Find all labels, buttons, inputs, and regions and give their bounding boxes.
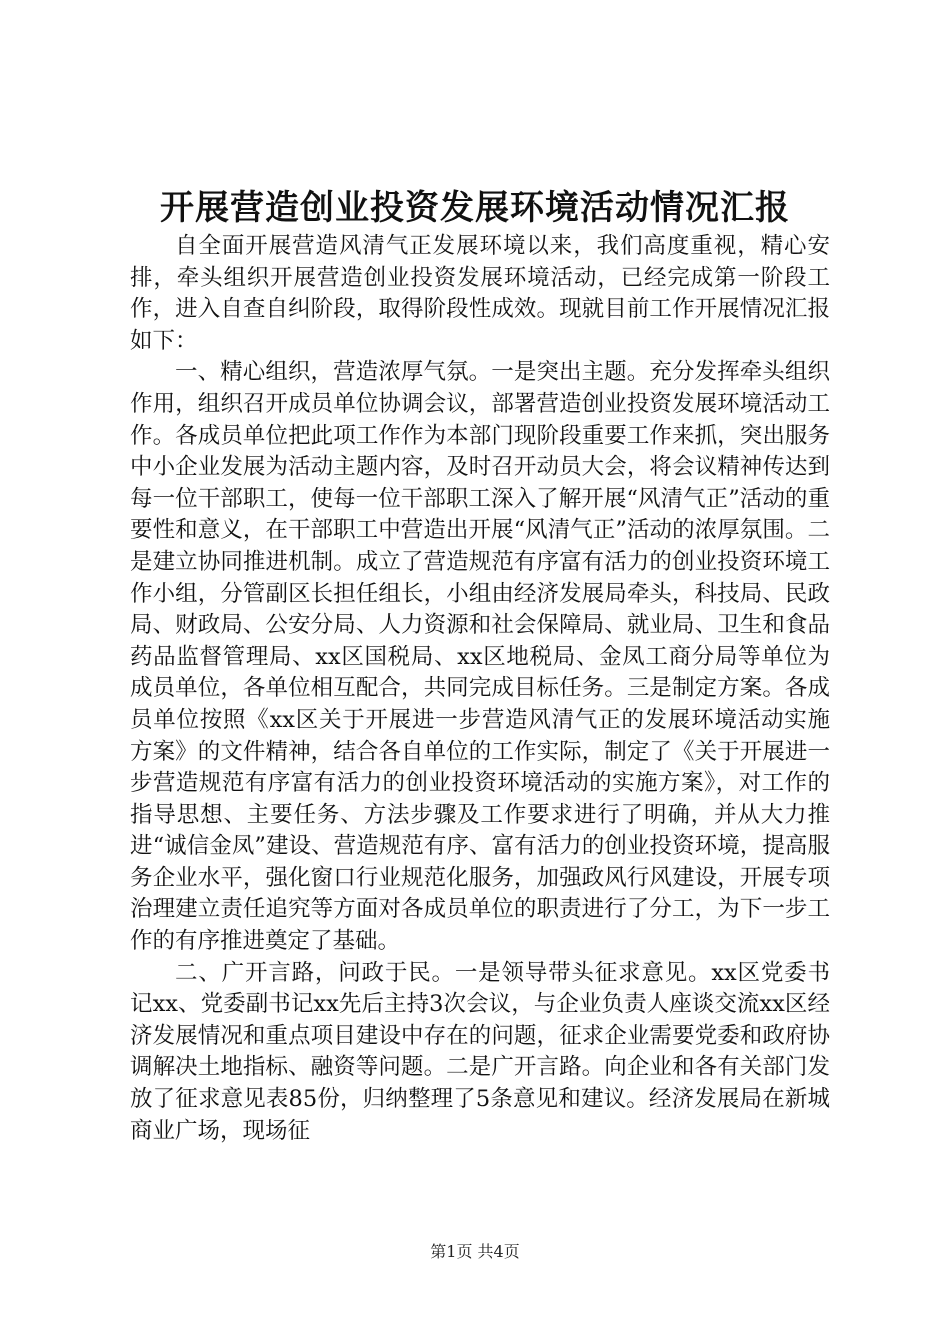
- document-title: 开展营造创业投资发展环境活动情况汇报: [160, 188, 790, 228]
- paragraph-section-2: 二、广开言路，问政于民。一是领导带头征求意见。xx区党委书记xx、党委副书记xx先后主持3次会议，与企业负责人座谈交流xx区经济发展情况和重点项目建设中存在的问题，征求企业需要党委和政府协调解决土地指标、融资等问题。二是广开言路。向企业和各有关部门发放了征求意见表85份，归纳整理了5条意见和建议。经济发展局在新城商业广场，现场征: [130, 959, 830, 1144]
- paragraph-section-1: 一、精心组织，营造浓厚气氛。一是突出主题。充分发挥牵头组织作用，组织召开成员单位协调会议，部署营造创业投资发展环境活动工作。各成员单位把此项工作作为本部门现阶段重要工作来抓，突出服务中小企业发展为活动主题内容，及时召开动员大会，将会议精神传达到每一位干部职工，使每一位干部职工深入了解开展“风清气正”活动的重要性和意义，在干部职工中营造出开展“风清气正”活动的浓厚氛围。二是建立协同推进机制。成立了营造规范有序富有活力的创业投资环境工作小组，分管副区长担任组长，小组由经济发展局牵头，科技局、民政局、财政局、公安分局、人力资源和社会保障局、就业局、卫生和食品药品监督管理局、xx区国税局、xx区地税局、金凤工商分局等单位为成员单位，各单位相互配合，共同完成目标任务。三是制定方案。各成员单位按照《xx区关于开展进一步营造风清气正的发展环境活动实施方案》的文件精神，结合各自单位的工作实际，制定了《关于开展进一步营造规范有序富有活力的创业投资环境活动的实施方案》，对工作的指导思想、主要任务、方法步骤及工作要求进行了明确，并从大力推进“诚信金凤”建设、营造规范有序、富有活力的创业投资环境，提高服务企业水平，强化窗口行业规范化服务，加强政风行风建设，开展专项治理建立责任追究等方面对各成员单位的职责进行了分工，为下一步工作的有序推进奠定了基础。: [130, 359, 830, 955]
- paragraph-intro: 自全面开展营造风清气正发展环境以来，我们高度重视，精心安排，牵头组织开展营造创业投资发展环境活动，已经完成第一阶段工作，进入自查自纠阶段，取得阶段性成效。现就目前工作开展情况汇报如下：: [130, 233, 830, 354]
- page-number-footer: 第1页 共4页: [430, 1242, 520, 1261]
- document-body: [130, 231, 830, 1147]
